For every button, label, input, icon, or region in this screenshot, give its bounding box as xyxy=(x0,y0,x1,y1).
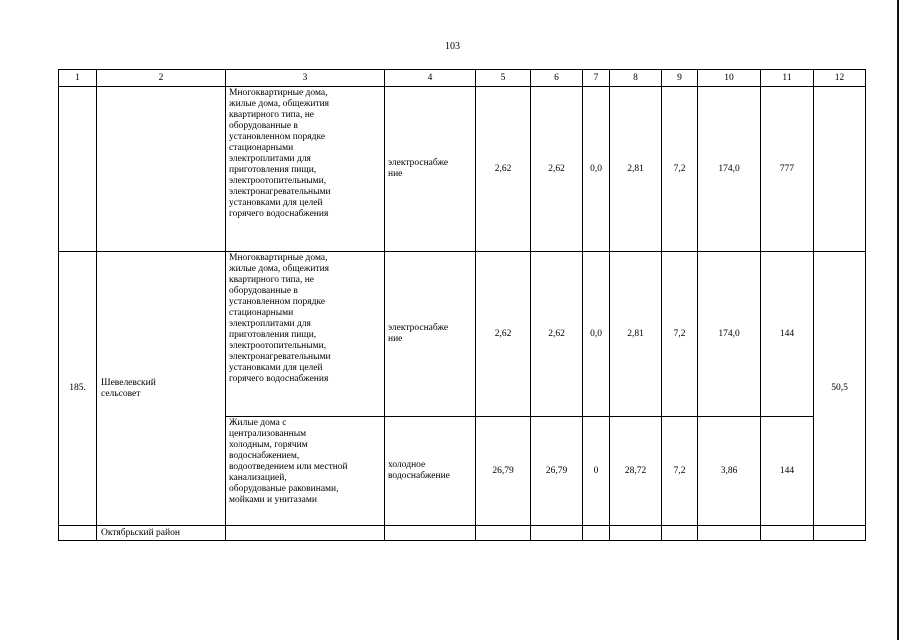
value-cell: 777 xyxy=(761,87,814,252)
column-header: 1 xyxy=(59,70,97,87)
service-cell: электроснабже ние xyxy=(385,252,476,417)
value-cell xyxy=(583,526,610,541)
value-cell: 50,5 xyxy=(814,252,866,526)
index-cell xyxy=(59,526,97,541)
value-cell: 26,79 xyxy=(531,417,583,526)
table-row xyxy=(59,526,866,541)
location-cell: Шевелевский сельсовет xyxy=(97,252,226,526)
value-cell: 3,86 xyxy=(698,417,761,526)
description-cell: Жилые дома с централизованным холодным, горячим водоснабжением, водоотведением или местной канализацией, оборудованые раковинами, мойками и унитазами xyxy=(226,417,385,526)
value-cell: 174,0 xyxy=(698,87,761,252)
page-number: 103 xyxy=(445,41,460,52)
header-row xyxy=(59,70,866,87)
location-cell xyxy=(97,87,226,252)
description-cell: Многоквартирные дома, жилые дома, общежития квартирного типа, не оборудованные в установленном порядке стационарными электроплитами для приготовления пищи, электроотопительными, электронагревательными установками для целей горячего водоснабжения xyxy=(226,252,385,417)
value-cell: 7,2 xyxy=(662,417,698,526)
value-cell: 2,62 xyxy=(531,252,583,417)
column-header: 8 xyxy=(610,70,662,87)
value-cell: 2,81 xyxy=(610,252,662,417)
value-cell xyxy=(814,87,866,252)
value-cell: 2,62 xyxy=(531,87,583,252)
value-cell xyxy=(476,526,531,541)
value-cell xyxy=(698,526,761,541)
tariff-table xyxy=(58,69,866,541)
index-cell: 185. xyxy=(59,252,97,526)
column-header: 10 xyxy=(698,70,761,87)
column-header: 3 xyxy=(226,70,385,87)
index-cell xyxy=(59,87,97,252)
value-cell: 144 xyxy=(761,417,814,526)
value-cell: 28,72 xyxy=(610,417,662,526)
column-header: 5 xyxy=(476,70,531,87)
value-cell: 7,2 xyxy=(662,252,698,417)
value-cell: 2,62 xyxy=(476,252,531,417)
column-header: 7 xyxy=(583,70,610,87)
value-cell xyxy=(761,526,814,541)
district-cell: Октябрьский район xyxy=(97,526,226,541)
value-cell xyxy=(814,526,866,541)
value-cell xyxy=(662,526,698,541)
value-cell: 144 xyxy=(761,252,814,417)
description-cell xyxy=(226,526,385,541)
table-row xyxy=(59,252,866,417)
value-cell: 26,79 xyxy=(476,417,531,526)
page-edge xyxy=(897,0,899,640)
description-cell: Многоквартирные дома, жилые дома, общежития квартирного типа, не оборудованные в установленном порядке стационарными электроплитами для приготовления пищи, электроотопительными, электронагревательными установками для целей горячего водоснабжения xyxy=(226,87,385,252)
column-header: 2 xyxy=(97,70,226,87)
value-cell: 174,0 xyxy=(698,252,761,417)
value-cell: 0 xyxy=(583,417,610,526)
column-header: 9 xyxy=(662,70,698,87)
table-row xyxy=(59,87,866,252)
value-cell: 2,62 xyxy=(476,87,531,252)
value-cell: 7,2 xyxy=(662,87,698,252)
value-cell: 0,0 xyxy=(583,87,610,252)
column-header: 12 xyxy=(814,70,866,87)
column-header: 6 xyxy=(531,70,583,87)
column-header: 11 xyxy=(761,70,814,87)
service-cell xyxy=(385,526,476,541)
value-cell: 0,0 xyxy=(583,252,610,417)
column-header: 4 xyxy=(385,70,476,87)
value-cell xyxy=(531,526,583,541)
service-cell: холодное водоснабжение xyxy=(385,417,476,526)
service-cell: электроснабже ние xyxy=(385,87,476,252)
value-cell: 2,81 xyxy=(610,87,662,252)
value-cell xyxy=(610,526,662,541)
